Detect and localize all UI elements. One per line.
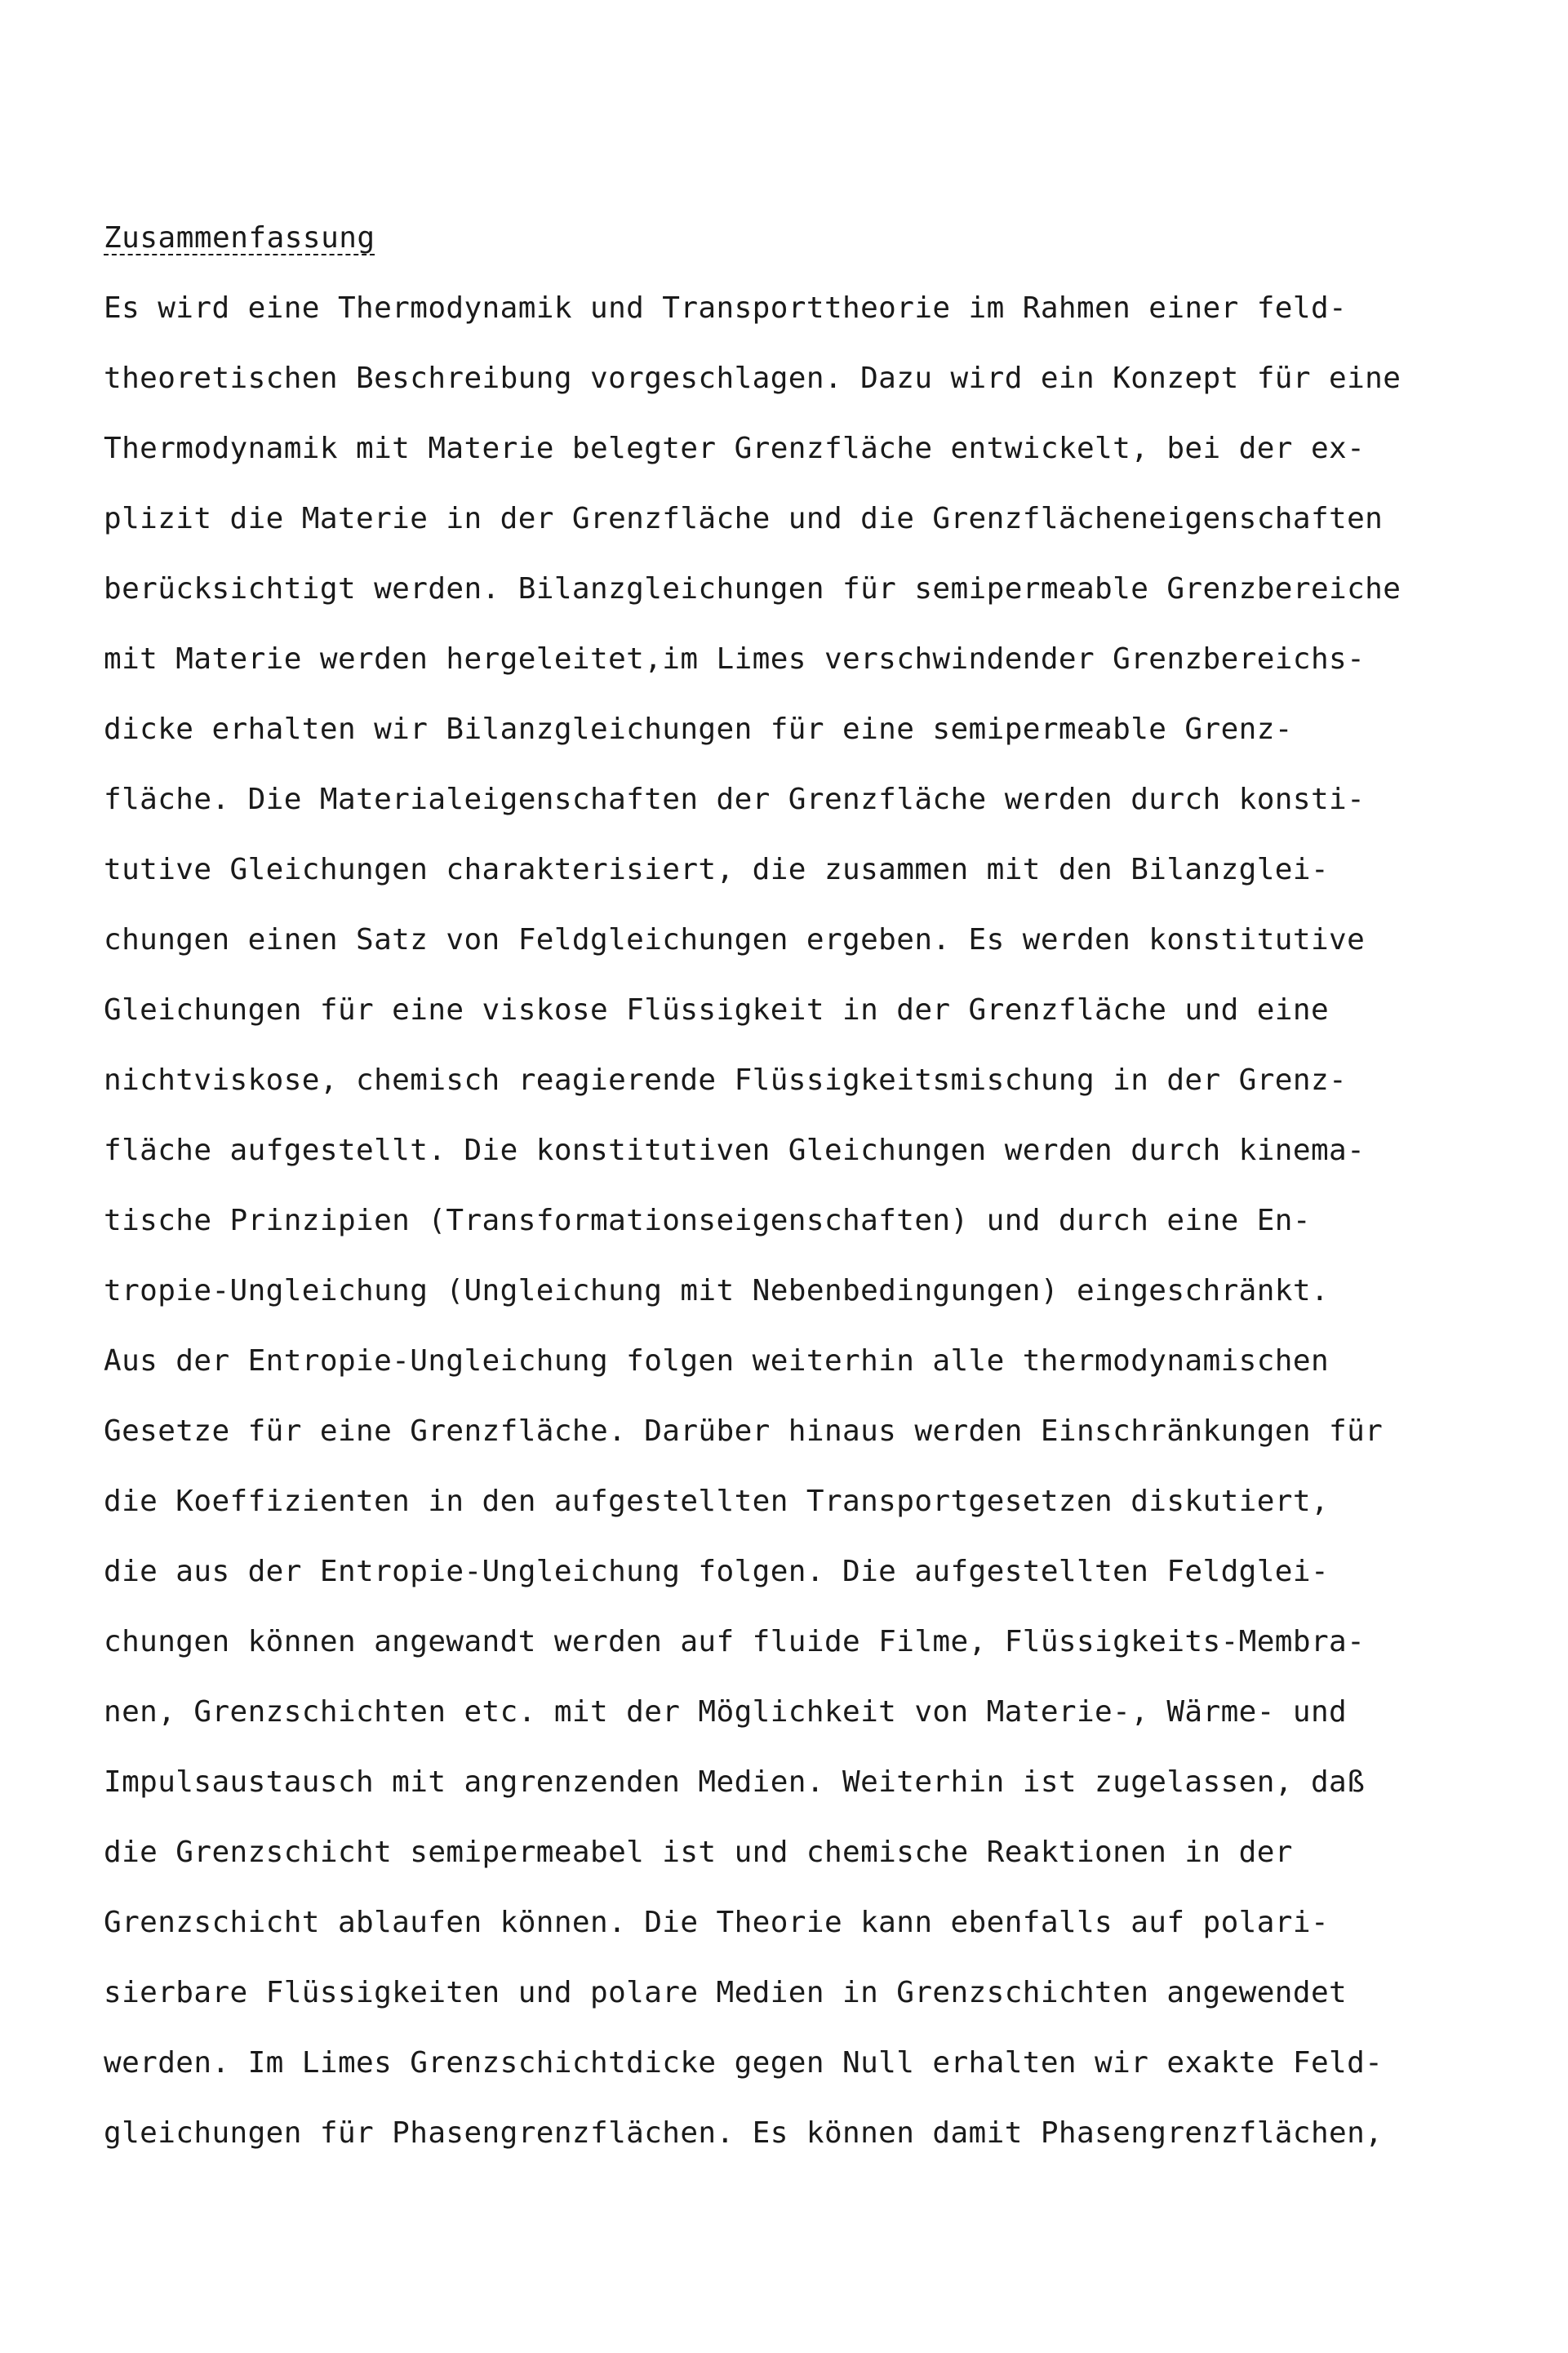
text-line: gleichungen für Phasengrenzflächen. Es können damit Phasengrenzflächen, <box>104 2116 1384 2150</box>
text-line: Impulsaustausch mit angrenzenden Medien. Weiterhin ist zugelassen, daß <box>104 1765 1366 1799</box>
text-line: chungen können angewandt werden auf fluide Filme, Flüssigkeits-Membra- <box>104 1625 1366 1658</box>
text-line: werden. Im Limes Grenzschichtdicke gegen Null erhalten wir exakte Feld- <box>104 2046 1384 2080</box>
text-line: Grenzschicht ablaufen können. Die Theorie kann ebenfalls auf polari- <box>104 1906 1330 1939</box>
abstract-body <box>104 289 1475 2184</box>
text-line: sierbare Flüssigkeiten und polare Medien in Grenzschichten angewendet <box>104 1976 1348 2009</box>
text-line: Gleichungen für eine viskose Flüssigkeit in der Grenzfläche und eine <box>104 993 1330 1027</box>
text-line: fläche aufgestellt. Die konstitutiven Gleichungen werden durch kinema- <box>104 1134 1366 1167</box>
text-line: nen, Grenzschichten etc. mit der Möglichkeit von Materie-, Wärme- und <box>104 1695 1348 1729</box>
text-line: die Grenzschicht semipermeabel ist und chemische Reaktionen in der <box>104 1836 1293 1869</box>
text-line: tische Prinzipien (Transformationseigenschaften) und durch eine En- <box>104 1204 1311 1237</box>
text-line: nichtviskose, chemisch reagierende Flüssigkeitsmischung in der Grenz- <box>104 1063 1348 1097</box>
section-heading: Zusammenfassung <box>104 221 375 255</box>
text-line: plizit die Materie in der Grenzfläche und die Grenzflächeneigenschaften <box>104 502 1384 535</box>
text-line: tropie-Ungleichung (Ungleichung mit Nebenbedingungen) eingeschränkt. <box>104 1274 1330 1307</box>
text-line: Gesetze für eine Grenzfläche. Darüber hinaus werden Einschränkungen für <box>104 1414 1384 1448</box>
text-line: die Koeffizienten in den aufgestellten Transportgesetzen diskutiert, <box>104 1485 1330 1518</box>
text-line: chungen einen Satz von Feldgleichungen ergeben. Es werden konstitutive <box>104 923 1366 957</box>
text-line: dicke erhalten wir Bilanzgleichungen für eine semipermeable Grenz- <box>104 713 1293 746</box>
text-line: mit Materie werden hergeleitet,im Limes verschwindender Grenzbereichs- <box>104 642 1366 676</box>
text-line: tutive Gleichungen charakterisiert, die zusammen mit den Bilanzglei- <box>104 853 1330 886</box>
text-line: Aus der Entropie-Ungleichung folgen weiterhin alle thermodynamischen <box>104 1344 1330 1378</box>
text-line: theoretischen Beschreibung vorgeschlagen. Dazu wird ein Konzept für eine <box>104 362 1401 395</box>
text-line: die aus der Entropie-Ungleichung folgen. Die aufgestellten Feldglei- <box>104 1555 1330 1588</box>
text-line: Thermodynamik mit Materie belegter Grenzfläche entwickelt, bei der ex- <box>104 432 1366 465</box>
text-line: Es wird eine Thermodynamik und Transporttheorie im Rahmen einer feld- <box>104 291 1348 325</box>
text-line: berücksichtigt werden. Bilanzgleichungen für semipermeable Grenzbereiche <box>104 572 1401 606</box>
text-line: fläche. Die Materialeigenschaften der Grenzfläche werden durch konsti- <box>104 783 1366 816</box>
